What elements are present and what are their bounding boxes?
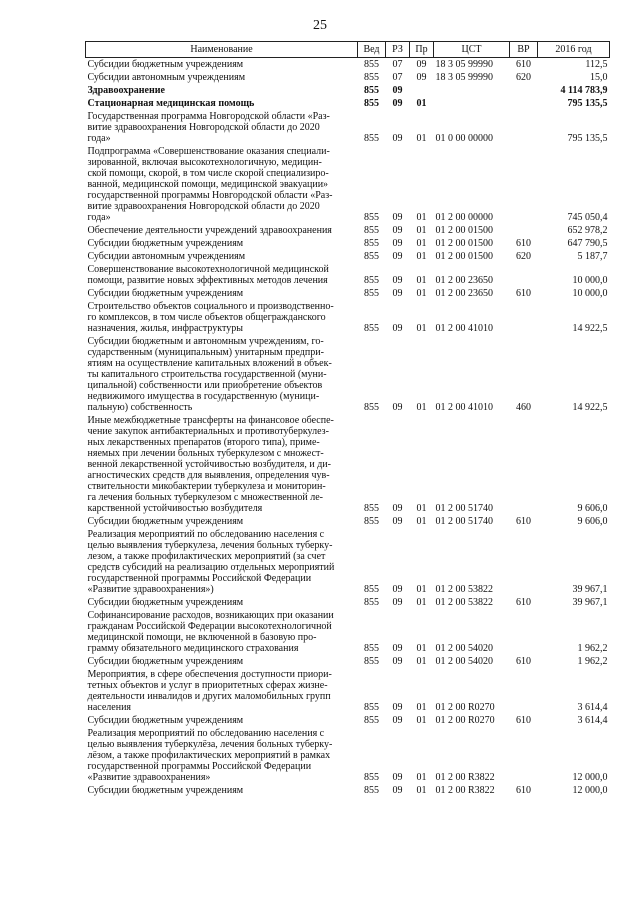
cell-cst: 01 2 00 53822 [435, 597, 493, 608]
cell-pr: 09 [416, 72, 427, 83]
cell-name: Субсидии бюджетным учреждениям [87, 785, 244, 796]
cell-vr: 610 [516, 785, 531, 796]
cell-pr: 01 [416, 656, 427, 667]
cell-name: Иные межбюджетные трансферты на финансовое обеспе- чение закупок антибактериальных и противотуберкулез- ных лекарственных препаратов (второго типа), приме- няемых при лечении больных туберкулезом с множест- венной лекарственной устойчивостью возбудителя, и ди- агностических средств для выявления, определения чув- ствительности микобактерии туберкулеза и мониторин- га лечения больных туберкулезом с множественной ле- карственной устойчивостью возбудителя [87, 415, 334, 514]
cell-vr: 610 [516, 59, 531, 70]
cell-rz: 09 [392, 212, 403, 223]
cell-rz: 09 [392, 402, 403, 413]
cell-ved: 855 [364, 98, 379, 109]
cell-pr: 01 [416, 251, 427, 262]
cell-ved: 855 [364, 643, 379, 654]
cell-ved: 855 [364, 656, 379, 667]
table-row [86, 287, 610, 300]
cell-pr: 01 [416, 715, 427, 726]
cell-cst [434, 97, 510, 110]
header-name: Наименование [86, 42, 358, 58]
cell-ved: 855 [364, 715, 379, 726]
cell-name: Строительство объектов социального и производственно- го комплексов, в том числе объектов общегражданского назначения, жилья, инфраструктуры [87, 301, 334, 334]
cell-sum: 1 962,2 [577, 656, 608, 667]
cell-cst: 01 2 00 R0270 [435, 702, 495, 713]
cell-name: Субсидии бюджетным учреждениям [87, 656, 244, 667]
cell-name: Реализация мероприятий по обследованию населения с целью выявления туберкулёза, лечения больных туберку- лёзом, а также профилактических мероприятий в рамках государственной программы Российской Федерации «Развитие здравоохранения» [87, 728, 333, 783]
cell-pr: 01 [416, 702, 427, 713]
header-vr: ВР [510, 42, 538, 58]
budget-table [85, 41, 610, 797]
cell-rz: 09 [392, 288, 403, 299]
cell-cst: 01 2 00 23650 [435, 288, 493, 299]
cell-cst: 18 3 05 99990 [435, 59, 493, 70]
cell-cst: 18 3 05 99990 [435, 72, 493, 83]
cell-name: Субсидии бюджетным учреждениям [87, 715, 244, 726]
cell-cst: 01 0 00 00000 [435, 133, 493, 144]
cell-pr: 01 [416, 238, 427, 249]
cell-cst: 01 2 00 41010 [435, 323, 493, 334]
cell-cst: 01 2 00 00000 [435, 212, 493, 223]
table-row [86, 97, 610, 110]
cell-pr: 01 [416, 503, 427, 514]
cell-cst: 01 2 00 54020 [435, 656, 493, 667]
cell-pr: 01 [416, 225, 427, 236]
cell-vr: 620 [516, 251, 531, 262]
cell-cst: 01 2 00 R3822 [435, 772, 495, 783]
cell-pr: 01 [416, 785, 427, 796]
cell-ved: 855 [364, 275, 379, 286]
cell-name: Совершенствование высокотехнологичной медицинской помощи, развитие новых эффективных методов лечения [87, 264, 329, 286]
cell-name: Государственная программа Новгородской области «Раз- витие здравоохранения Новгородской области до 2020 года» [87, 111, 330, 144]
cell-cst: 01 2 00 53822 [435, 584, 493, 595]
cell-cst: 01 2 00 51740 [435, 503, 493, 514]
cell-ved: 855 [364, 402, 379, 413]
cell-sum: 4 114 783,9 [560, 85, 608, 96]
cell-sum: 39 967,1 [572, 597, 608, 608]
cell-name: Субсидии бюджетным учреждениям [87, 59, 244, 70]
scan-edge-marks [0, 892, 640, 896]
header-pr: Пр [410, 42, 434, 58]
cell-ved: 855 [364, 59, 379, 70]
cell-rz: 09 [392, 584, 403, 595]
cell-ved: 855 [364, 238, 379, 249]
cell-name: Здравоохранение [87, 85, 165, 96]
cell-rz: 09 [392, 225, 403, 236]
cell-rz: 07 [392, 72, 403, 83]
cell-name: Реализация мероприятий по обследованию населения с целью выявления туберкулеза, лечения больных туберку- лезом, а также профилактических мероприятий (за счет средств субсидий на реализацию отдельных мероприятий государственной программы Российской Федерации «Развитие здравоохранения») [87, 529, 335, 595]
cell-cst: 01 2 00 R3822 [435, 785, 495, 796]
table-body [86, 58, 610, 798]
cell-rz: 09 [392, 785, 403, 796]
cell-ved: 855 [364, 251, 379, 262]
cell-sum: 10 000,0 [572, 288, 608, 299]
table-row [86, 596, 610, 609]
page-number: 25 [313, 18, 327, 33]
cell-sum: 9 606,0 [577, 503, 608, 514]
cell-ved: 855 [364, 288, 379, 299]
cell-ved: 855 [364, 597, 379, 608]
table-row [86, 528, 610, 596]
table-row [86, 714, 610, 727]
cell-rz: 09 [392, 597, 403, 608]
cell-vr: 610 [516, 656, 531, 667]
cell-ved: 855 [364, 72, 379, 83]
cell-sum: 1 962,2 [577, 643, 608, 654]
cell-vr [510, 224, 538, 237]
cell-vr [510, 668, 538, 714]
cell-rz: 07 [392, 59, 403, 70]
cell-pr: 01 [416, 772, 427, 783]
cell-cst: 01 2 00 01500 [435, 225, 493, 236]
cell-vr [510, 110, 538, 145]
cell-name: Субсидии бюджетным учреждениям [87, 516, 244, 527]
cell-rz: 09 [392, 503, 403, 514]
cell-rz: 09 [392, 516, 403, 527]
cell-cst: 01 2 00 41010 [435, 402, 493, 413]
cell-ved: 855 [364, 702, 379, 713]
cell-vr: 610 [516, 238, 531, 249]
cell-ved: 855 [364, 516, 379, 527]
table-row [86, 224, 610, 237]
cell-vr [510, 84, 538, 97]
cell-cst: 01 2 00 01500 [435, 251, 493, 262]
cell-vr [510, 414, 538, 515]
cell-name: Стационарная медицинская помощь [87, 98, 255, 109]
table-row [86, 110, 610, 145]
cell-vr: 620 [516, 72, 531, 83]
cell-vr [510, 727, 538, 784]
cell-sum: 12 000,0 [572, 785, 608, 796]
cell-pr: 01 [416, 98, 427, 109]
cell-pr: 01 [416, 323, 427, 334]
header-rz: РЗ [386, 42, 410, 58]
cell-sum: 795 135,5 [567, 98, 608, 109]
table-row [86, 300, 610, 335]
cell-cst: 01 2 00 R0270 [435, 715, 495, 726]
table-header-row [86, 42, 610, 58]
cell-ved: 855 [364, 772, 379, 783]
cell-sum: 14 922,5 [572, 323, 608, 334]
cell-sum: 15,0 [590, 72, 608, 83]
cell-sum: 745 050,4 [567, 212, 608, 223]
cell-sum: 10 000,0 [572, 275, 608, 286]
cell-vr [510, 263, 538, 287]
cell-sum: 12 000,0 [572, 772, 608, 783]
table-row [86, 237, 610, 250]
header-ved: Вед [358, 42, 386, 58]
cell-vr [510, 300, 538, 335]
cell-sum: 112,5 [585, 59, 608, 70]
cell-pr: 01 [416, 288, 427, 299]
cell-name: Субсидии бюджетным и автономным учреждениям, го- сударственным (муниципальным) унитарным предпри- ятиям на осуществление капитальных вложений в объек- ты капитального строительства государственной (муни- ципальной) собственности или приобретение объектов недвижимого имущества в государственную (муници- пальную) собственность [87, 336, 332, 413]
cell-vr [510, 97, 538, 110]
cell-sum: 652 978,2 [567, 225, 608, 236]
cell-vr: 610 [516, 715, 531, 726]
cell-pr [410, 84, 434, 97]
cell-ved: 855 [364, 785, 379, 796]
cell-name: Обеспечение деятельности учреждений здравоохранения [87, 225, 332, 236]
cell-pr: 01 [416, 402, 427, 413]
table-row [86, 727, 610, 784]
cell-sum: 39 967,1 [572, 584, 608, 595]
table-row [86, 263, 610, 287]
cell-name: Софинансирование расходов, возникающих при оказании гражданам Российской Федерации высокотехнологичной медицинской помощи, не включенной в базовую про- грамму обязательного медицинского страхования [87, 610, 334, 654]
cell-sum: 3 614,4 [577, 702, 608, 713]
table-row [86, 145, 610, 224]
header-sum: 2016 год [538, 42, 610, 58]
cell-vr: 460 [516, 402, 531, 413]
cell-rz: 09 [392, 238, 403, 249]
table-row [86, 668, 610, 714]
cell-sum: 14 922,5 [572, 402, 608, 413]
cell-cst [434, 84, 510, 97]
cell-pr: 01 [416, 516, 427, 527]
cell-name: Субсидии бюджетным учреждениям [87, 597, 244, 608]
cell-vr: 610 [516, 516, 531, 527]
cell-sum: 795 135,5 [567, 133, 608, 144]
cell-rz: 09 [392, 133, 403, 144]
table-row [86, 335, 610, 414]
header-cst: ЦСТ [434, 42, 510, 58]
cell-vr: 610 [516, 288, 531, 299]
cell-pr: 01 [416, 275, 427, 286]
table-row [86, 414, 610, 515]
cell-sum: 9 606,0 [577, 516, 608, 527]
cell-rz: 09 [392, 656, 403, 667]
cell-rz: 09 [392, 715, 403, 726]
cell-rz: 09 [392, 772, 403, 783]
cell-cst: 01 2 00 54020 [435, 643, 493, 654]
cell-cst: 01 2 00 01500 [435, 238, 493, 249]
cell-name: Субсидии бюджетным учреждениям [87, 238, 244, 249]
cell-ved: 855 [364, 85, 379, 96]
cell-name: Подпрограмма «Совершенствование оказания специали- зированной, включая высокотехнологичную, медицин- ской помощи, скорой, в том числе скорой специализиро- ванной, медицинской помощи, медицинской эвакуации» государственной программы Новгородской области «Раз- витие здравоохранения Новгородской области до 2020 года» [87, 146, 333, 223]
cell-vr [510, 528, 538, 596]
cell-ved: 855 [364, 133, 379, 144]
cell-vr [510, 145, 538, 224]
cell-rz: 09 [392, 702, 403, 713]
cell-name: Мероприятия, в сфере обеспечения доступности приори- тетных объектов и услуг в приоритетных сферах жизне- деятельности инвалидов и других маломобильных групп населения [87, 669, 332, 713]
cell-pr: 09 [416, 59, 427, 70]
cell-ved: 855 [364, 212, 379, 223]
cell-pr: 01 [416, 643, 427, 654]
cell-name: Субсидии бюджетным учреждениям [87, 288, 244, 299]
cell-ved: 855 [364, 323, 379, 334]
cell-vr [510, 609, 538, 655]
table-row [86, 515, 610, 528]
cell-vr: 610 [516, 597, 531, 608]
cell-ved: 855 [364, 503, 379, 514]
cell-rz: 09 [392, 643, 403, 654]
cell-rz: 09 [392, 85, 403, 96]
cell-name: Субсидии автономным учреждениям [87, 72, 246, 83]
cell-rz: 09 [392, 98, 403, 109]
cell-cst: 01 2 00 51740 [435, 516, 493, 527]
cell-sum: 647 790,5 [567, 238, 608, 249]
cell-pr: 01 [416, 584, 427, 595]
cell-rz: 09 [392, 323, 403, 334]
cell-cst: 01 2 00 23650 [435, 275, 493, 286]
cell-pr: 01 [416, 597, 427, 608]
cell-rz: 09 [392, 251, 403, 262]
cell-sum: 5 187,7 [577, 251, 608, 262]
cell-ved: 855 [364, 225, 379, 236]
table-row [86, 655, 610, 668]
cell-name: Субсидии автономным учреждениям [87, 251, 246, 262]
cell-rz: 09 [392, 275, 403, 286]
cell-pr: 01 [416, 133, 427, 144]
table-row [86, 84, 610, 97]
table-row [86, 71, 610, 84]
cell-sum: 3 614,4 [577, 715, 608, 726]
table-row [86, 784, 610, 797]
table-row [86, 58, 610, 72]
table-row [86, 609, 610, 655]
cell-pr: 01 [416, 212, 427, 223]
table-row [86, 250, 610, 263]
cell-ved: 855 [364, 584, 379, 595]
